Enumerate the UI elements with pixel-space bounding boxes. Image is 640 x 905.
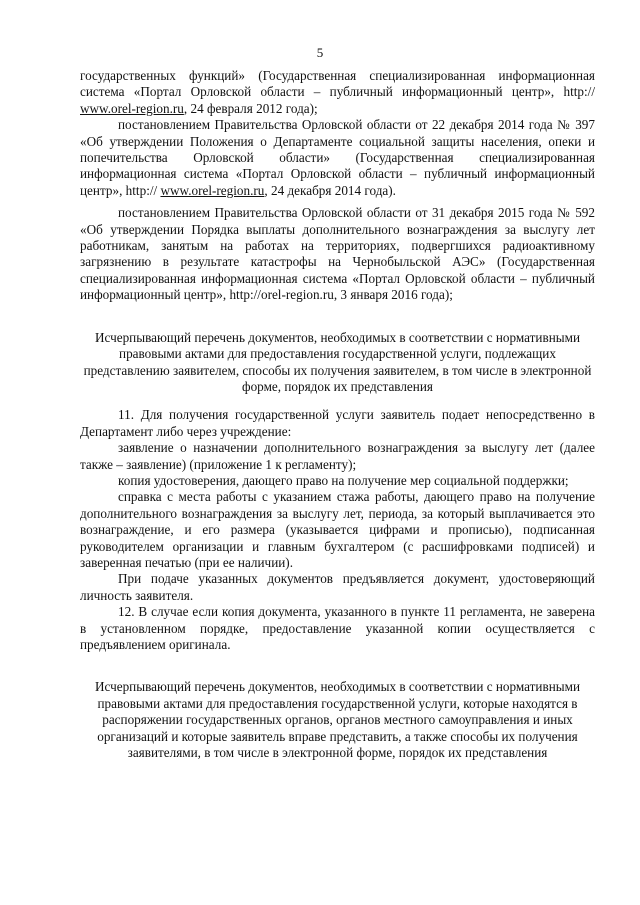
paragraph-12: 12. В случае если копия документа, указанного в пункте 11 регламента, не заверена в установленном порядке, предоставление указанной копии осуществляется с предъявлением оригинала. [80, 604, 595, 652]
section-heading-1 [80, 330, 595, 396]
heading-text: Исчерпывающий перечень документов, необходимых в соответствии с нормативными правовыми актами для предоставления государственной услуги, подлежащих представлению заявителем, способы их получения заявителем, в том числе в электронной форме, порядок их представления [83, 329, 592, 394]
paragraph-11: 11. Для получения государственной услуги заявитель подает непосредственно в Департамент либо через учреждение: [80, 407, 595, 439]
list-item-certificate-copy: копия удостоверения, дающего право на получение мер социальной поддержки; [118, 472, 569, 488]
paragraph-resolution-592: постановлением Правительства Орловской области от 31 декабря 2015 года № 592 «Об утверждении Порядка выплаты дополнительного вознаграждения за выслугу лет работникам, занятым на работах на территориях, подвергшихся радиоактивному загрязнению в результате катастрофы на Чернобыльской АЭС» (Государственная специализированная информационная система «Портал Орловской области – публичный информационный центр», http://orel-region.ru, 3 января 2016 года); [80, 205, 595, 303]
paragraph-continuation [80, 68, 595, 117]
website-link[interactable]: www.orel-region.ru [80, 100, 184, 116]
document-body [80, 68, 595, 761]
paragraph-text: , 24 февраля 2012 года); [183, 100, 318, 116]
section-heading-2 [80, 679, 595, 761]
paragraph-text: постановлением Правительства Орловской области от 22 декабря 2014 года № 397 «Об утверждении Положения о Департаменте социальной защиты населения, опеки и попечительства Орловской области» (Государственная специализированная информационная система «Портал Орловской области – публичный информационный центр», http:// [80, 117, 595, 198]
list-item-work-reference: справка с места работы с указанием стажа работы, дающего право на получение дополнительного вознаграждения за выслугу лет, периода, за который выплачивается это вознаграждение, и его размера (указывается цифрами и прописью), подписанная руководителем организации и главным бухгалтером (с расшифровками подписей) и заверенная печатью (при ее наличии). [80, 489, 595, 570]
paragraph-text: государственных функций» (Государственная специализированная информационная система «Портал Орловской области – публичный информационный центр», http:// [80, 68, 595, 100]
paragraph-resolution-397 [80, 117, 595, 199]
list-item-application: заявление о назначении дополнительного вознаграждения за выслугу лет (далее также – заявление) (приложение 1 к регламенту); [80, 440, 595, 472]
page-number: 5 [316, 45, 324, 60]
heading-text: Исчерпывающий перечень документов, необходимых в соответствии с нормативными правовыми актами для предоставления государственной услуги, которые находятся в распоряжении государственных органов, органов местного самоуправления и иных организаций и которые заявитель вправе представить, а также способы их получения заявителями, в том числе в электронной форме, порядок их представления [94, 679, 581, 761]
paragraph-text: , 24 декабря 2014 года). [264, 182, 396, 198]
paragraph-identity-document: При подаче указанных документов предъявляется документ, удостоверяющий личность заявителя. [80, 571, 595, 603]
website-link[interactable]: www.orel-region.ru [160, 182, 265, 198]
